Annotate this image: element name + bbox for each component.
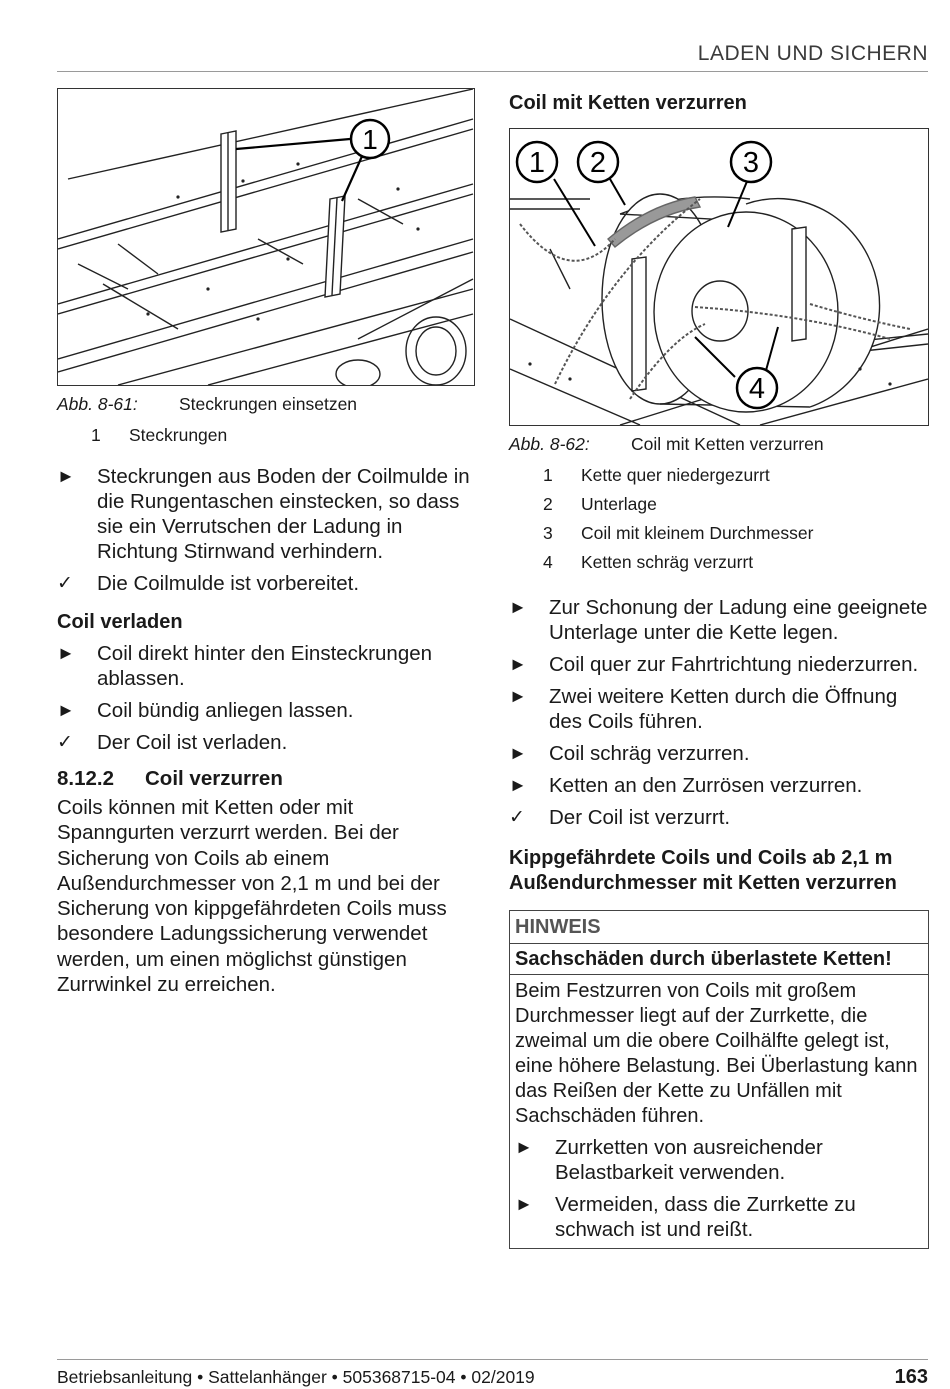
caption-text: Steckrungen einsetzen bbox=[179, 394, 358, 414]
step-text: Coil bündig anliegen lassen. bbox=[97, 699, 354, 722]
legend-item bbox=[543, 552, 929, 573]
step-item bbox=[515, 1135, 923, 1185]
legend-text: Kette quer niedergezurrt bbox=[581, 465, 770, 485]
header-divider bbox=[57, 71, 928, 72]
checkmark-icon: ✓ bbox=[57, 573, 73, 594]
step-item bbox=[57, 698, 475, 723]
figure-caption bbox=[509, 434, 929, 455]
legend-text: Steckrungen bbox=[129, 425, 228, 445]
arrow-icon: ► bbox=[57, 643, 75, 663]
legend-number: 2 bbox=[543, 494, 553, 514]
result-item bbox=[509, 805, 929, 830]
legend-text: Coil mit kleinem Durchmesser bbox=[581, 523, 814, 543]
callout-3: 3 bbox=[742, 147, 760, 179]
step-text: Coil schräg verzurren. bbox=[549, 742, 750, 765]
step-text: Zwei weitere Ketten durch die Öffnung des Coils führen. bbox=[549, 685, 898, 733]
step-item bbox=[515, 1192, 923, 1242]
step-item bbox=[509, 595, 929, 645]
checkmark-icon: ✓ bbox=[509, 807, 525, 828]
coil-chains-illustration bbox=[510, 129, 928, 425]
result-text: Der Coil ist verladen. bbox=[97, 731, 288, 754]
callout-2: 2 bbox=[589, 147, 607, 179]
result-text: Der Coil ist verzurrt. bbox=[549, 806, 731, 829]
legend-text: Ketten schräg verzurrt bbox=[581, 552, 754, 572]
right-column bbox=[509, 88, 929, 1249]
figure-8-62 bbox=[509, 128, 929, 426]
notice-label: HINWEIS bbox=[510, 911, 928, 944]
arrow-icon: ► bbox=[509, 654, 527, 674]
steckrungen-illustration bbox=[58, 89, 474, 385]
arrow-icon: ► bbox=[509, 775, 527, 795]
arrow-icon: ► bbox=[515, 1137, 533, 1157]
result-item bbox=[57, 571, 475, 596]
arrow-icon: ► bbox=[57, 466, 75, 486]
step-text: Coil direkt hinter den Einsteckrungen ablassen. bbox=[97, 642, 433, 690]
notice-text: Beim Festzurren von Coils mit großem Durchmesser liegt auf der Zurrkette, die zweimal um die obere Coilhälfte gelegt ist, eine höhere Belastung. Bei Überlastung kann das Reißen der Kette zu Unfällen mit Sachschäden führen. bbox=[515, 980, 918, 1127]
caption-number: Abb. 8-61: bbox=[57, 394, 138, 414]
callout-1: 1 bbox=[362, 124, 378, 155]
page-number: 163 bbox=[894, 1366, 928, 1388]
legend-item bbox=[543, 465, 929, 486]
step-item bbox=[509, 684, 929, 734]
callout-4: 4 bbox=[748, 373, 766, 405]
arrow-icon: ► bbox=[509, 743, 527, 763]
section-number: 8.12.2 bbox=[57, 767, 114, 790]
caption-number: Abb. 8-62: bbox=[509, 434, 590, 454]
caption-text: Coil mit Ketten verzurren bbox=[631, 434, 824, 454]
step-item bbox=[509, 773, 929, 798]
step-item bbox=[509, 652, 929, 677]
legend-number: 3 bbox=[543, 523, 553, 543]
step-item bbox=[57, 464, 475, 564]
step-text: Ketten an den Zurrösen verzurren. bbox=[549, 774, 863, 797]
figure-caption bbox=[57, 394, 475, 415]
step-text: Zurrketten von ausreichender Belastbarkeit verwenden. bbox=[555, 1136, 823, 1184]
footer-text: Betriebsanleitung • Sattelanhänger • 505368715-04 • 02/2019 bbox=[57, 1367, 535, 1387]
step-text: Coil quer zur Fahrtrichtung niederzurren. bbox=[549, 653, 919, 676]
step-item bbox=[57, 641, 475, 691]
section-heading bbox=[57, 767, 475, 791]
legend-item bbox=[91, 425, 475, 446]
legend-number: 1 bbox=[543, 465, 553, 485]
steps-list bbox=[57, 464, 475, 596]
arrow-icon: ► bbox=[515, 1194, 533, 1214]
arrow-icon: ► bbox=[509, 686, 527, 706]
callout-1: 1 bbox=[528, 147, 546, 179]
arrow-icon: ► bbox=[57, 700, 75, 720]
left-column bbox=[57, 88, 475, 997]
step-text: Steckrungen aus Boden der Coilmulde in die Rungentaschen einstecken, so dass sie ein Verrutschen der Ladung in Richtung Stirnwand verhindern. bbox=[97, 465, 470, 563]
notice-box bbox=[509, 910, 929, 1249]
figure-legend bbox=[91, 425, 475, 446]
notice-subtitle: Sachschäden durch überlastete Ketten! bbox=[510, 944, 928, 975]
step-text: Vermeiden, dass die Zurrkette zu schwach ist und reißt. bbox=[555, 1193, 856, 1241]
body-paragraph: Coils können mit Ketten oder mit Spanngurten verzurrt werden. Bei der Sicherung von Coils ab einem Außendurchmesser von 2,1 m und bei der Sicherung von kippgefährdeten Coils muss besondere Ladungssicherung verwendet werden, um einen möglichst günstigen Zurrwinkel zu erreichen. bbox=[57, 796, 447, 997]
footer-divider bbox=[57, 1359, 928, 1360]
subheading-kippgefaehrdete-coils: Kippgefährdete Coils und Coils ab 2,1 m Außendurchmesser mit Ketten verzurren bbox=[509, 847, 897, 894]
result-text: Die Coilmulde ist vorbereitet. bbox=[97, 572, 360, 595]
step-item bbox=[509, 741, 929, 766]
legend-item bbox=[543, 494, 929, 515]
result-item bbox=[57, 730, 475, 755]
arrow-icon: ► bbox=[509, 597, 527, 617]
subheading-coil-ketten: Coil mit Ketten verzurren bbox=[509, 92, 747, 114]
legend-number: 1 bbox=[91, 425, 101, 445]
checkmark-icon: ✓ bbox=[57, 732, 73, 753]
legend-number: 4 bbox=[543, 552, 553, 572]
running-header: LADEN UND SICHERN bbox=[697, 42, 928, 65]
steps-list bbox=[509, 595, 929, 830]
legend-text: Unterlage bbox=[581, 494, 657, 514]
step-text: Zur Schonung der Ladung eine geeignete Unterlage unter die Kette legen. bbox=[549, 596, 928, 644]
subheading-coil-verladen: Coil verladen bbox=[57, 611, 183, 633]
section-title: Coil verzurren bbox=[145, 767, 283, 790]
notice-steps bbox=[515, 1135, 923, 1242]
steps-list bbox=[57, 641, 475, 755]
figure-8-61 bbox=[57, 88, 475, 386]
notice-body bbox=[510, 975, 928, 1248]
figure-legend bbox=[543, 465, 929, 573]
legend-item bbox=[543, 523, 929, 544]
